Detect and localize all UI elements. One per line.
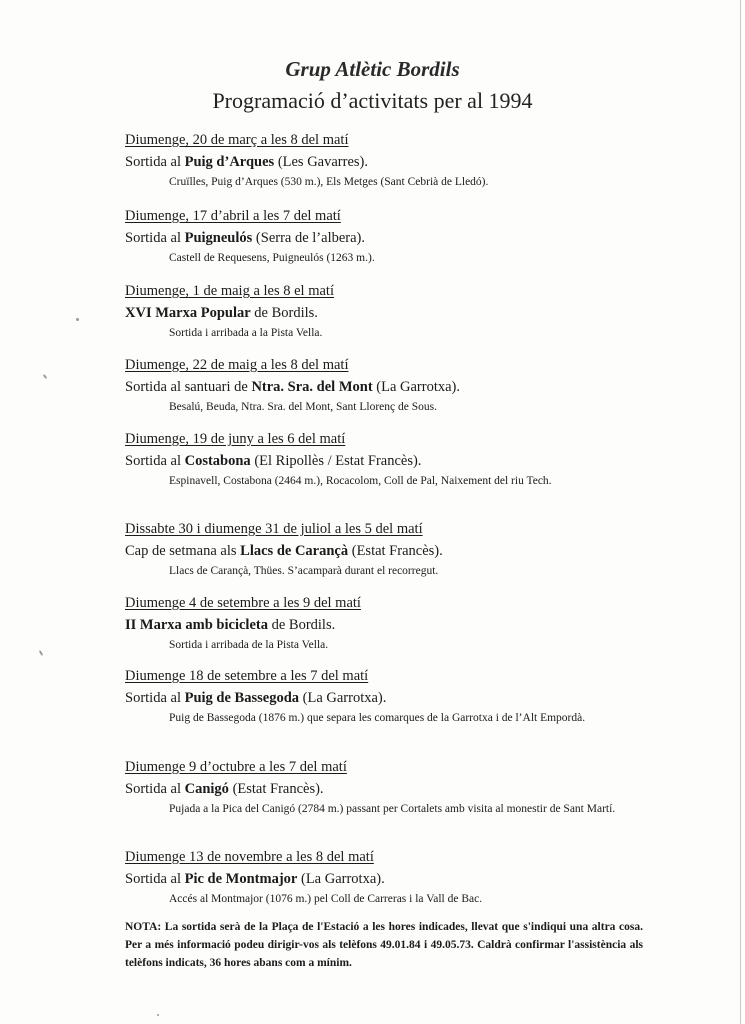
- event-title-suffix: (La Garrotxa).: [372, 379, 461, 395]
- event-block: [125, 282, 645, 342]
- event-date: Diumenge 18 de setembre a les 7 del matí: [125, 668, 369, 684]
- event-block: [125, 594, 645, 654]
- program-title: Programació d’activitats per al 1994: [212, 88, 533, 113]
- event-detail: Castell de Requesens, Puigneulós (1263 m.).: [169, 252, 375, 264]
- event-title: [125, 153, 645, 171]
- event-detail: Llacs de Carançà, Thües. S’acamparà durant el recorregut.: [169, 565, 439, 577]
- event-destination: Costabona: [184, 453, 251, 469]
- event-detail: Accés al Montmajor (1076 m.) pel Coll de Carreras i la Vall de Bac.: [169, 893, 483, 905]
- event-detail: Espinavell, Costabona (2464 m.), Rocacolom, Coll de Pal, Naixement del riu Tech.: [169, 475, 552, 487]
- event-detail: Cruïlles, Puig d’Arques (530 m.), Els Metges (Sant Cebrià de Lledó).: [169, 176, 489, 188]
- event-title-suffix: de Bordils.: [267, 617, 336, 633]
- event-destination: Ntra. Sra. del Mont: [251, 379, 373, 395]
- event-block: [125, 430, 645, 490]
- page-edge: [740, 0, 741, 1024]
- event-destination: Canigó: [184, 781, 229, 797]
- event-title: [125, 870, 645, 888]
- event-title-suffix: (La Garrotxa).: [297, 871, 385, 887]
- event-block: [125, 758, 645, 818]
- event-title: [125, 616, 645, 634]
- event-destination: Llacs de Carançà: [240, 543, 349, 559]
- event-title-suffix: (Les Gavarres).: [274, 154, 368, 170]
- event-title: [125, 542, 645, 560]
- event-block: [125, 356, 645, 416]
- event-title-prefix: Sortida al: [125, 690, 185, 706]
- scan-speck: [39, 650, 44, 656]
- event-title: [125, 689, 645, 707]
- event-title: [125, 378, 645, 396]
- scan-speck: [76, 318, 79, 321]
- event-date: Diumenge, 20 de març a les 8 del matí: [125, 132, 349, 148]
- event-detail: Pujada a la Pica del Canigó (2784 m.) passant per Cortalets amb visita al monestir de Sant Martí.: [169, 803, 616, 815]
- event-title-prefix: Sortida al: [125, 781, 185, 797]
- event-title-prefix: Sortida al: [125, 230, 185, 246]
- scan-speck: [43, 374, 48, 379]
- event-title: [125, 780, 645, 798]
- event-destination: Puigneulós: [184, 230, 253, 246]
- event-detail: Besalú, Beuda, Ntra. Sra. del Mont, Sant Llorenç de Sous.: [169, 401, 437, 413]
- event-detail: Puig de Bassegoda (1876 m.) que separa les comarques de la Garrotxa i de l’Alt Empordà.: [169, 712, 586, 724]
- event-title-prefix: Cap de setmana als: [125, 543, 241, 559]
- event-date: Diumenge 4 de setembre a les 9 del matí: [125, 595, 361, 611]
- event-title-prefix: Sortida al santuari de: [125, 379, 252, 395]
- event-destination: II Marxa amb bicicleta: [125, 617, 268, 633]
- event-block: [125, 848, 645, 908]
- event-title-prefix: Sortida al: [125, 453, 185, 469]
- event-title-prefix: Sortida al: [125, 871, 185, 887]
- event-destination: XVI Marxa Popular: [125, 305, 251, 321]
- event-title: [125, 304, 645, 322]
- event-block: [125, 520, 645, 580]
- scan-speck: [157, 1014, 159, 1016]
- event-date: Diumenge, 17 d’abril a les 7 del matí: [125, 208, 341, 224]
- club-title: Grup Atlètic Bordils: [285, 57, 460, 81]
- event-title: [125, 452, 645, 470]
- event-date: Diumenge 9 d’octubre a les 7 del matí: [125, 759, 347, 775]
- event-title-prefix: Sortida al: [125, 154, 185, 170]
- event-date: Diumenge 13 de novembre a les 8 del matí: [125, 849, 374, 865]
- footer-note: NOTA: La sortida serà de la Plaça de l'Estació a les hores indicades, llevat que s'indiqui una altra cosa. Per a més informació podeu dirigir-vos als telèfons 49.01.84 i 49.05.73. Caldrà confirmar l'assistència als telèfons indicats, 36 hores abans com a mínim.: [125, 921, 643, 969]
- event-detail: Sortida i arribada de la Pista Vella.: [169, 639, 329, 651]
- event-block: [125, 667, 645, 727]
- event-title-suffix: (Estat Francès).: [348, 543, 443, 559]
- event-destination: Puig d’Arques: [184, 154, 275, 170]
- event-title: [125, 229, 645, 247]
- event-block: [125, 207, 645, 267]
- event-date: Diumenge, 22 de maig a les 8 del matí: [125, 357, 349, 373]
- event-title-suffix: (Serra de l’albera).: [252, 230, 366, 246]
- event-destination: Pic de Montmajor: [184, 871, 298, 887]
- event-title-suffix: de Bordils.: [250, 305, 318, 321]
- event-title-suffix: (La Garrotxa).: [299, 690, 387, 706]
- event-block: [125, 131, 645, 191]
- event-detail: Sortida i arribada a la Pista Vella.: [169, 327, 323, 339]
- event-date: Diumenge, 1 de maig a les 8 el matí: [125, 283, 334, 299]
- event-date: Dissabte 30 i diumenge 31 de juliol a les 5 del matí: [125, 521, 423, 537]
- event-destination: Puig de Bassegoda: [184, 690, 300, 706]
- event-title-suffix: (El Ripollès / Estat Francès).: [250, 453, 422, 469]
- event-title-suffix: (Estat Francès).: [228, 781, 324, 797]
- event-date: Diumenge, 19 de juny a les 6 del matí: [125, 431, 346, 447]
